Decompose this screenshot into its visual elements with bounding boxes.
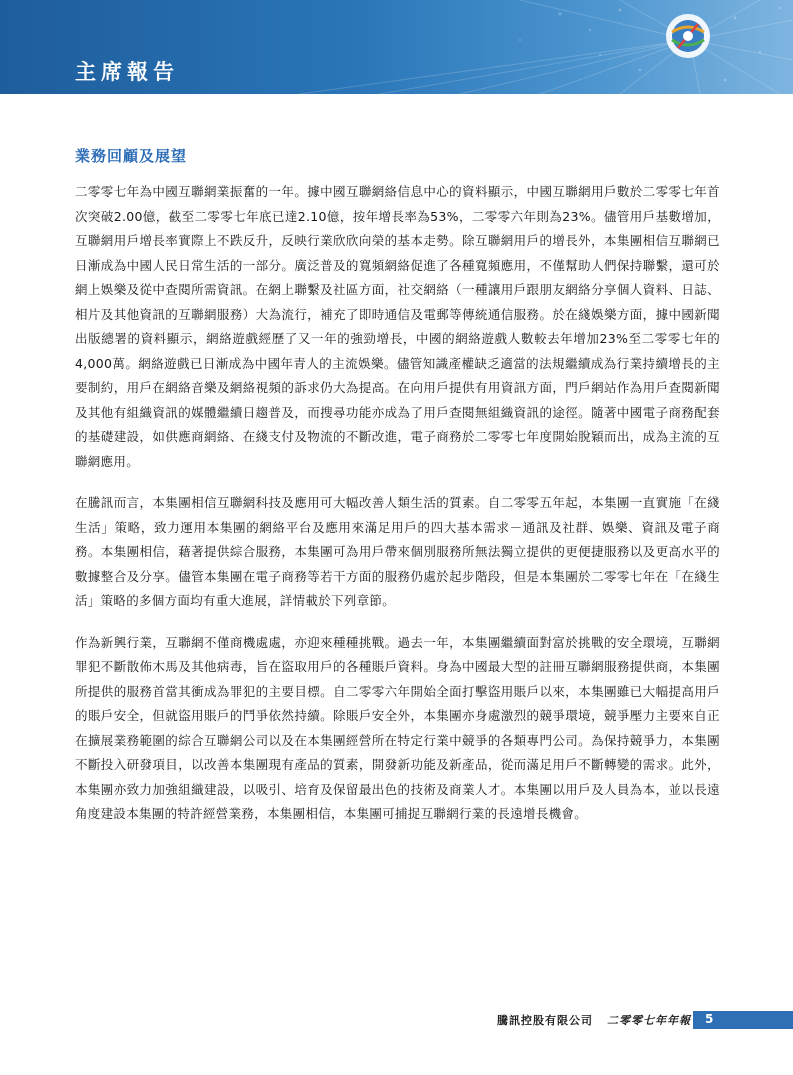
footer-label: [497, 1012, 691, 1028]
footer-company: 騰訊控股有限公司: [497, 1014, 593, 1027]
header-banner: [0, 0, 793, 94]
page-footer: [0, 1011, 793, 1029]
globe-swirl-logo-icon: [664, 12, 712, 60]
body-text: [75, 180, 720, 844]
footer-report-title: 二零零七年年報: [607, 1014, 691, 1027]
page-title: 主席報告: [75, 60, 179, 84]
page-number-box: [693, 1011, 793, 1029]
paragraph-1: 二零零七年為中國互聯網業振奮的一年。據中國互聯網絡信息中心的資料顯示，中國互聯網用戶數於二零零七年首次突破2.00億，截至二零零七年底已達2.10億，按年增長率為53%，二零零六年則為23%。儘管用戶基數增加，互聯網用戶增長率實際上不跌反升，反映行業欣欣向榮的基本走勢。除互聯網用戶的增長外，本集團相信互聯網已日漸成為中國人民日常生活的一部分。廣泛普及的寬頻網絡促進了各種寬頻應用，不僅幫助人們保持聯繫，還可於網上娛樂及從中查閱所需資訊。在網上聯繫及社區方面，社交網絡（一種讓用戶跟朋友網絡分享個人資料、日誌、相片及其他資訊的互聯網服務）大為流行，補充了即時通信及電郵等傳統通信服務。於在綫娛樂方面，據中國新聞出版總署的資料顯示，網絡遊戲經歷了又一年的強勁增長，中國的網絡遊戲人數較去年增加23%至二零零七年的4,000萬。網絡遊戲已日漸成為中國年青人的主流娛樂。儘管知識產權缺乏適當的法規繼續成為行業持續增長的主要制約，用戶在網絡音樂及網絡視頻的訴求仍大為提高。在向用戶提供有用資訊方面，門戶網站作為用戶查閱新聞及其他有組織資訊的媒體繼續日趨普及，而搜尋功能亦成為了用戶查閱無組織資訊的途徑。隨著中國電子商務配套的基礎建設，如供應商網絡、在綫支付及物流的不斷改進，電子商務於二零零七年度開始脫穎而出，成為主流的互聯網應用。: [75, 184, 720, 469]
paragraph-3: 作為新興行業，互聯網不僅商機處處，亦迎來種種挑戰。過去一年，本集團繼續面對富於挑戰的安全環境，互聯網罪犯不斷散佈木馬及其他病毒，旨在盜取用戶的各種賬戶資料。身為中國最大型的註冊互聯網服務提供商，本集團所提供的服務首當其衝成為罪犯的主要目標。自二零零六年開始全面打擊盜用賬戶以來，本集團雖已大幅提高用戶的賬戶安全，但就盜用賬戶的鬥爭依然持續。除賬戶安全外，本集團亦身處激烈的競爭環境，競爭壓力主要來自正在擴展業務範圍的綜合互聯網公司以及在本集團經營所在特定行業中競爭的各類專門公司。為保持競爭力，本集團不斷投入研發項目，以改善本集團現有產品的質素，開發新功能及新產品，從而滿足用戶不斷轉變的需求。此外，本集團亦致力加強組織建設，以吸引、培育及保留最出色的技術及商業人才。本集團以用戶及人員為本，並以長遠角度建設本集團的特許經營業務，本集團相信，本集團可捕捉互聯網行業的長遠增長機會。: [75, 634, 720, 821]
page-number: 5: [705, 1012, 714, 1026]
section-heading: 業務回顧及展望: [75, 147, 188, 165]
paragraph-2: 在騰訊而言，本集團相信互聯網科技及應用可大幅改善人類生活的質素。自二零零五年起，本集團一直實施「在綫生活」策略，致力運用本集團的網絡平台及應用來滿足用戶的四大基本需求－通訊及社群、娛樂、資訊及電子商務。本集團相信，藉著提供綜合服務，本集團可為用戶帶來個別服務所無法獨立提供的更便捷服務以及更高水平的數據整合及分享。儘管本集團在電子商務等若干方面的服務仍處於起步階段，但是本集團於二零零七年在「在綫生活」策略的多個方面均有重大進展，詳情載於下列章節。: [75, 495, 720, 608]
